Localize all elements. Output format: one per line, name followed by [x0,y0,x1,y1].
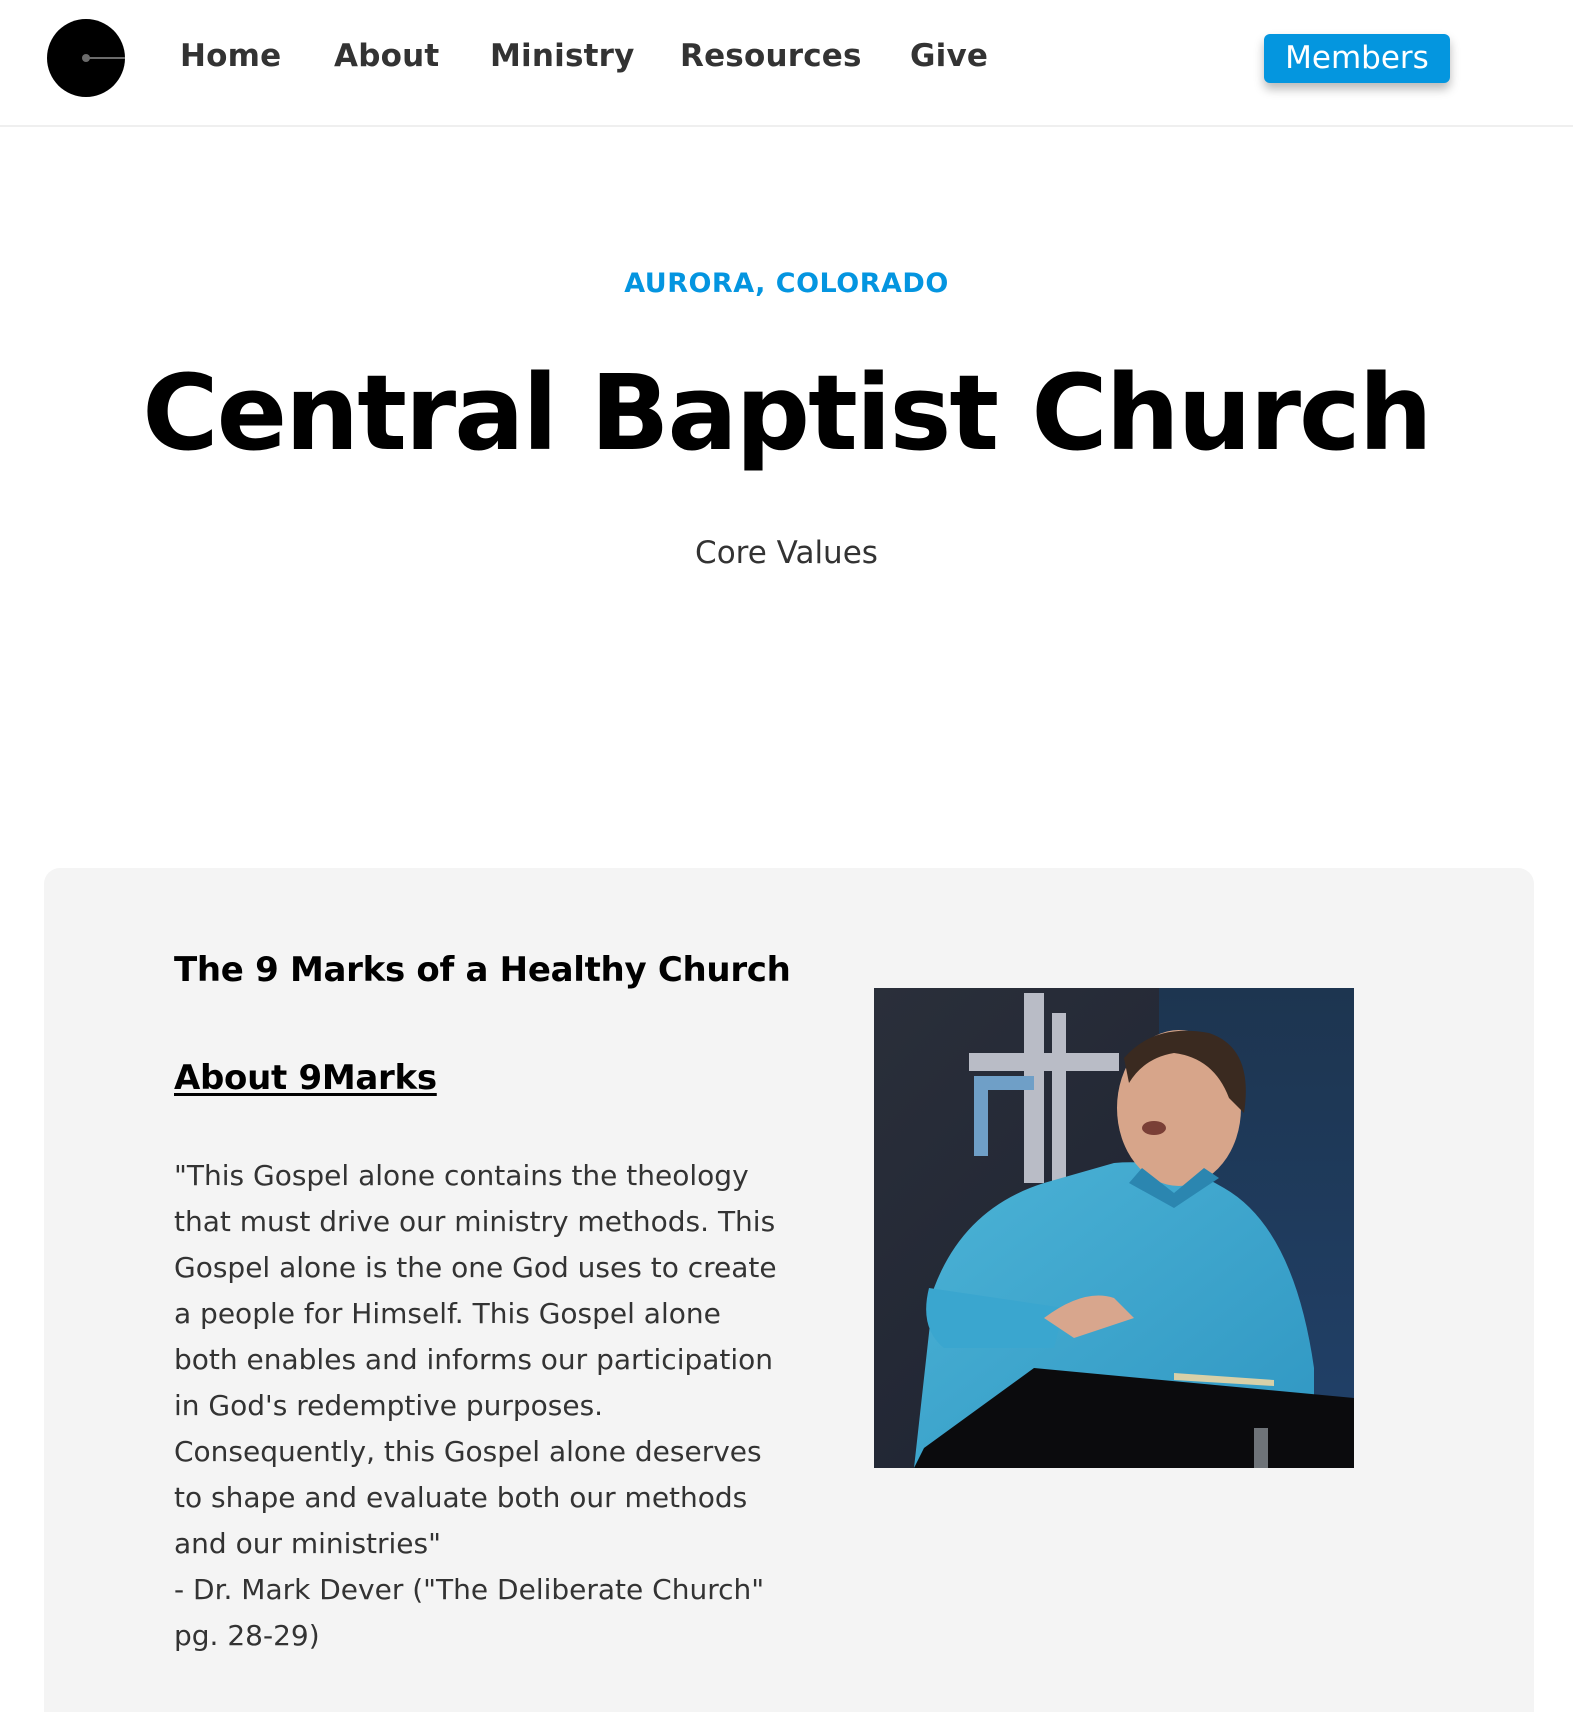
members-button[interactable]: Members [1264,34,1450,83]
quote-line: "This Gospel alone contains the theology [174,1159,749,1192]
quote-attribution: - Dr. Mark Dever ("The Deliberate Church" [174,1573,765,1606]
quote-line: in God's redemptive purposes. [174,1389,604,1422]
nav-about[interactable]: About [334,38,440,74]
location-label: AURORA, COLORADO [624,268,949,299]
nav-give[interactable]: Give [910,38,989,74]
quote-line: Consequently, this Gospel alone deserves [174,1435,762,1468]
dever-quote [174,1153,834,1659]
nav-resources[interactable]: Resources [680,38,862,74]
quote-line: that must drive our ministry methods. This [174,1205,776,1238]
site-header [0,0,1573,127]
page-subtitle: Core Values [695,535,878,571]
speaker-photo [874,988,1354,1468]
nav-ministry[interactable]: Ministry [490,38,635,74]
quote-attribution: pg. 28-29) [174,1619,320,1652]
clock-circle-logo-icon[interactable] [47,19,125,97]
logo-dot [82,54,90,62]
quote-line: both enables and informs our participation [174,1343,774,1376]
quote-line: a people for Himself. This Gospel alone [174,1297,721,1330]
quote-line: Gospel alone is the one God uses to create [174,1251,777,1284]
quote-line: and our ministries" [174,1527,441,1560]
nav-home[interactable]: Home [180,38,282,74]
quote-line: to shape and evaluate both our methods [174,1481,748,1514]
about-9marks-link[interactable]: About 9Marks [174,1058,437,1098]
logo-hand [87,57,125,59]
page-title: Central Baptist Church [142,352,1431,474]
speaker-photo-image [874,988,1354,1468]
card-heading: The 9 Marks of a Healthy Church [174,950,791,990]
